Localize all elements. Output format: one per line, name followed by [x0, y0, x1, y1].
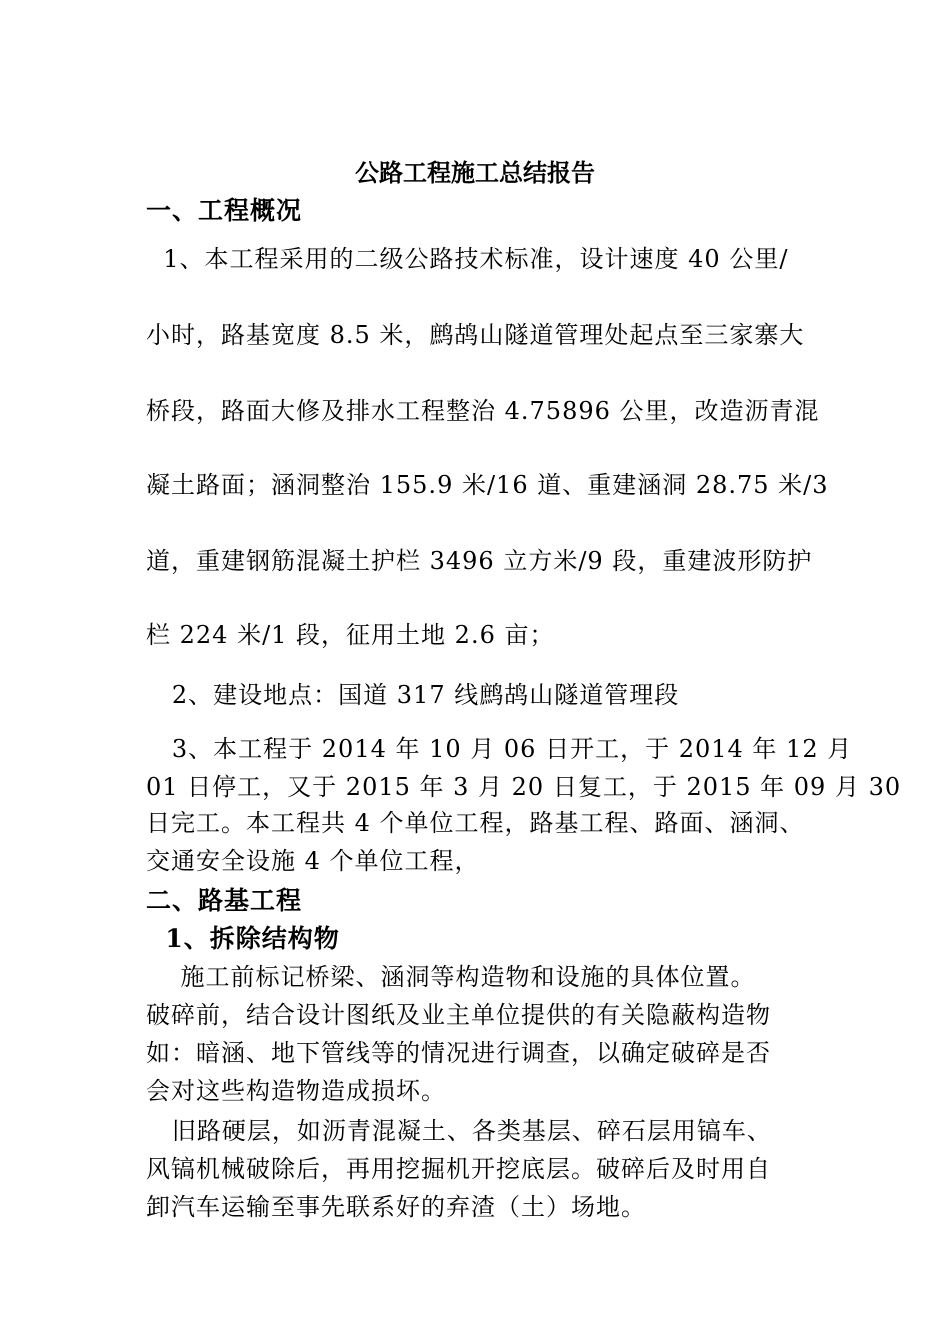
- paragraph-scope-line-3: 桥段，路面大修及排水工程整治 4.75896 公里，改造沥青混: [146, 397, 820, 425]
- paragraph-location: 2、建设地点：国道 317 线鹧鸪山隧道管理段: [146, 681, 680, 709]
- section-heading-subgrade: 二、路基工程: [146, 886, 303, 915]
- paragraph-scope-line-6: 栏 224 米/1 段，征用土地 2.6 亩；: [146, 621, 555, 649]
- paragraph-scope-line-2: 小时，路基宽度 8.5 米，鹧鸪山隧道管理处起点至三家寨大: [146, 321, 805, 349]
- paragraph-old-road-line-2: 风镐机械破除后，再用挖掘机开挖底层。破碎后及时用自: [146, 1155, 771, 1183]
- paragraph-demolition-line-3: 如：暗涵、地下管线等的情况进行调查，以确定破碎是否: [146, 1039, 771, 1067]
- page-title: 公路工程施工总结报告: [355, 158, 595, 187]
- paragraph-scope-line-1: 1、本工程采用的二级公路技术标准，设计速度 40 公里/: [146, 245, 789, 273]
- paragraph-demolition-line-1: 施工前标记桥梁、涵洞等构造物和设施的具体位置。: [146, 963, 756, 991]
- paragraph-schedule-line-4: 交通安全设施 4 个单位工程，: [146, 847, 480, 875]
- paragraph-schedule-line-3: 日完工。本工程共 4 个单位工程，路基工程、路面、涵洞、: [146, 809, 805, 837]
- section-heading-overview: 一、工程概况: [146, 196, 303, 225]
- paragraph-demolition-line-4: 会对这些构造物造成损坏。: [146, 1077, 446, 1105]
- paragraph-old-road-line-1: 旧路硬层，如沥青混凝土、各类基层、碎石层用镐车、: [146, 1117, 772, 1145]
- paragraph-schedule-line-1: 3、本工程于 2014 年 10 月 06 日开工，于 2014 年 12 月: [146, 735, 853, 763]
- paragraph-schedule-line-2: 01 日停工，又于 2015 年 3 月 20 日复工，于 2015 年 09 月 30: [146, 773, 902, 801]
- paragraph-scope-line-5: 道，重建钢筋混凝土护栏 3496 立方米/9 段，重建波形防护: [146, 547, 813, 575]
- subsection-heading-demolition: 1、拆除结构物: [146, 924, 340, 953]
- paragraph-old-road-line-3: 卸汽车运输至事先联系好的弃渣（土）场地。: [146, 1193, 646, 1221]
- paragraph-scope-line-4: 凝土路面；涵洞整治 155.9 米/16 道、重建涵洞 28.75 米/3: [146, 471, 829, 499]
- paragraph-demolition-line-2: 破碎前，结合设计图纸及业主单位提供的有关隐蔽构造物: [146, 1001, 771, 1029]
